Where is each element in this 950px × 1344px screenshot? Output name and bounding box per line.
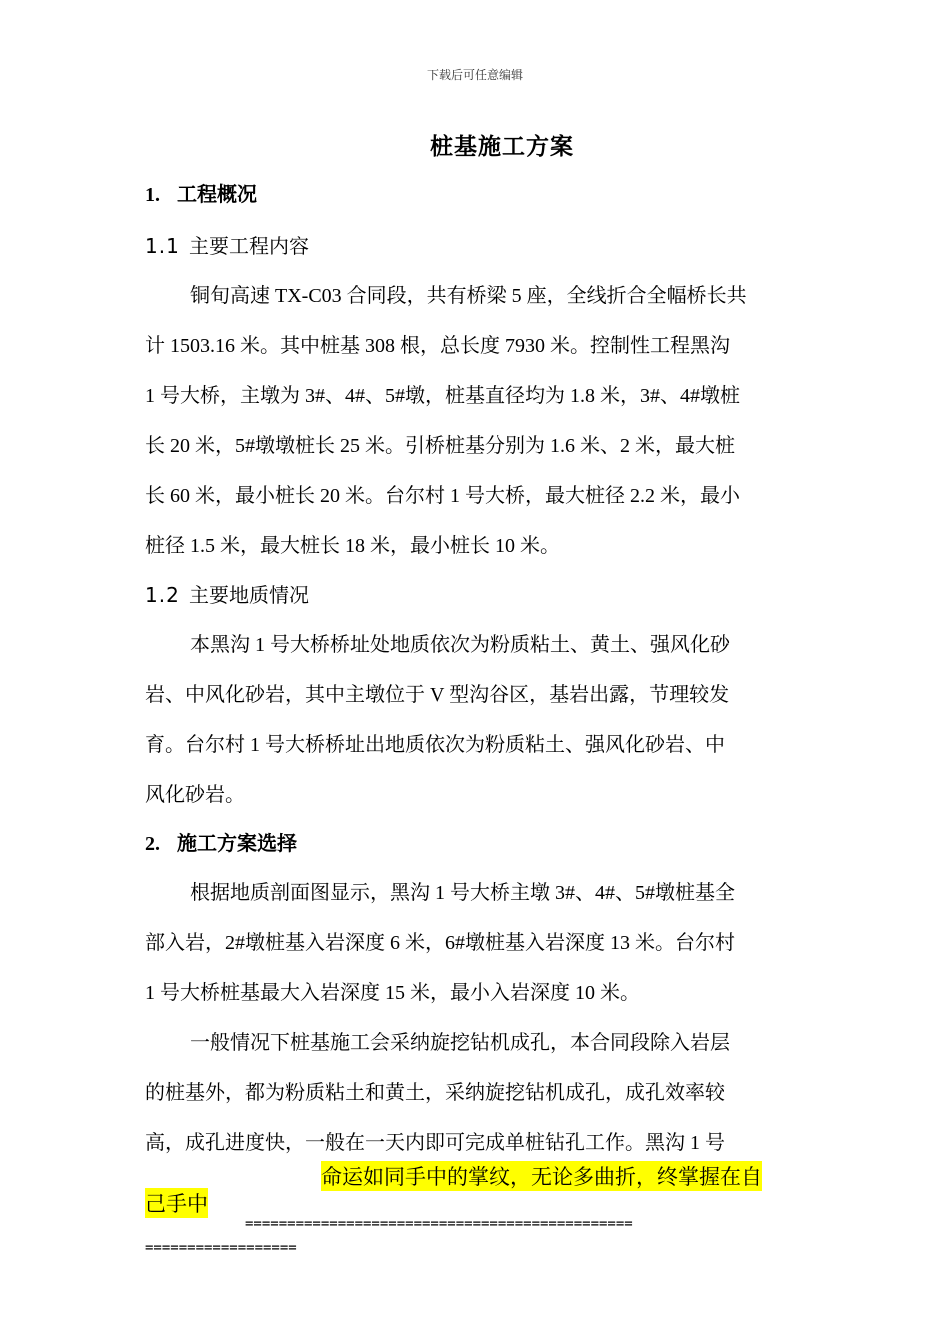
subsection-label: 主要工程内容 (189, 234, 309, 258)
subsection-number: 1.2 (145, 583, 180, 607)
separator-line-2: ================== (145, 1240, 297, 1256)
document-title: 桩基施工方案 (430, 134, 574, 159)
section-heading-2 (145, 827, 297, 856)
paragraph-line: 桩径 1.5 米，最大桩长 18 米，最小桩长 10 米。 (145, 535, 560, 557)
paragraph-line: 长 20 米，5#墩墩桩长 25 米。引桥桩基分别为 1.6 米、2 米，最大桩 (145, 435, 735, 457)
paragraph-line: 一般情况下桩基施工会采纳旋挖钻机成孔，本合同段除入岩层 (190, 1032, 730, 1054)
paragraph-line: 育。台尔村 1 号大桥桥址出地质依次为粉质粘土、强风化砂岩、中 (145, 734, 725, 756)
paragraph-line: 岩、中风化砂岩，其中主墩位于 V 型沟谷区，基岩出露，节理较发 (145, 684, 730, 706)
paragraph-line: 长 60 米，最小桩长 20 米。台尔村 1 号大桥，最大桩径 2.2 米，最小 (145, 485, 740, 507)
subsection-heading-1-1 (145, 230, 309, 259)
paragraph-line: 部入岩，2#墩桩基入岩深度 6 米，6#墩桩基入岩深度 13 米。台尔村 (145, 932, 735, 954)
paragraph-line: 本黑沟 1 号大桥桥址处地质依次为粉质粘土、黄土、强风化砂 (190, 634, 730, 656)
page-header: 下载后可任意编辑 (426, 68, 523, 82)
section-number: 1. (145, 184, 160, 206)
subsection-heading-1-2 (145, 579, 309, 608)
subsection-label: 主要地质情况 (189, 583, 309, 607)
separator-line-1: ============================================== (245, 1216, 633, 1232)
section-heading-1 (145, 178, 257, 207)
highlighted-quote-line-2: 己手中 (145, 1188, 208, 1218)
paragraph-line: 的桩基外，都为粉质粘土和黄土，采纳旋挖钻机成孔，成孔效率较 (145, 1082, 725, 1104)
paragraph-line: 1 号大桥桩基最大入岩深度 15 米，最小入岩深度 10 米。 (145, 982, 640, 1004)
paragraph-line: 1 号大桥，主墩为 3#、4#、5#墩，桩基直径均为 1.8 米，3#、4#墩桩 (145, 385, 740, 407)
section-label: 施工方案选择 (177, 833, 297, 855)
highlighted-quote-line-1: 命运如同手中的掌纹，无论多曲折，终掌握在自 (321, 1161, 762, 1191)
paragraph-line: 高，成孔进度快，一般在一天内即可完成单桩钻孔工作。黑沟 1 号 (145, 1132, 725, 1154)
paragraph-line: 计 1503.16 米。其中桩基 308 根，总长度 7930 米。控制性工程黑沟 (145, 335, 730, 357)
section-label: 工程概况 (177, 184, 257, 206)
paragraph-line: 根据地质剖面图显示，黑沟 1 号大桥主墩 3#、4#、5#墩桩基全 (190, 882, 735, 904)
paragraph-line: 风化砂岩。 (145, 784, 245, 806)
paragraph-line: 铜旬高速 TX-C03 合同段，共有桥梁 5 座，全线折合全幅桥长共 (190, 285, 747, 307)
subsection-number: 1.1 (145, 234, 180, 258)
section-number: 2. (145, 833, 160, 855)
